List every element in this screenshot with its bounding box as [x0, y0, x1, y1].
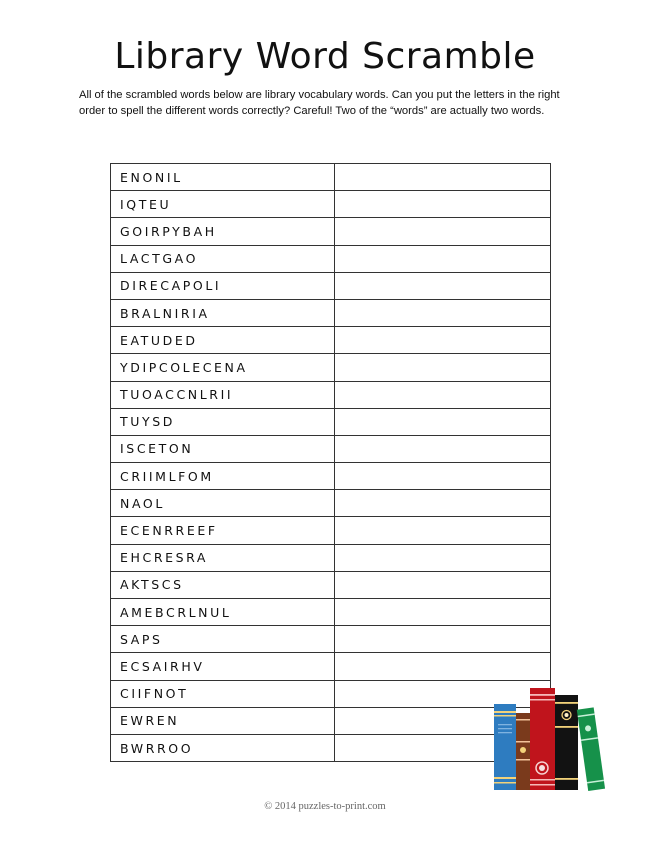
answer-cell[interactable]	[335, 191, 551, 218]
table-row	[111, 490, 551, 517]
table-row	[111, 653, 551, 680]
scrambled-word: GOIRPYBAH	[111, 218, 335, 245]
scrambled-word: LACTGAO	[111, 245, 335, 272]
table-row	[111, 571, 551, 598]
table-row	[111, 164, 551, 191]
table-row	[111, 218, 551, 245]
books-icon	[490, 686, 610, 791]
table-row	[111, 245, 551, 272]
answer-cell[interactable]	[335, 164, 551, 191]
scrambled-word: EHCRESRA	[111, 544, 335, 571]
scrambled-word: EATUDED	[111, 327, 335, 354]
answer-cell[interactable]	[335, 327, 551, 354]
answer-cell[interactable]	[335, 626, 551, 653]
scrambled-word: ISCETON	[111, 435, 335, 462]
scrambled-word: TUOACCNLRII	[111, 381, 335, 408]
scrambled-word: IQTEU	[111, 191, 335, 218]
scrambled-word: BRALNIRIA	[111, 299, 335, 326]
answer-cell[interactable]	[335, 463, 551, 490]
answer-cell[interactable]	[335, 354, 551, 381]
table-row	[111, 707, 551, 734]
table-row	[111, 299, 551, 326]
scrambled-word: DIRECAPOLI	[111, 272, 335, 299]
answer-cell[interactable]	[335, 517, 551, 544]
scrambled-word: ECSAIRHV	[111, 653, 335, 680]
answer-cell[interactable]	[335, 408, 551, 435]
scrambled-word: EWREN	[111, 707, 335, 734]
copyright-footer: © 2014 puzzles-to-print.com	[264, 801, 386, 812]
table-row	[111, 599, 551, 626]
table-row	[111, 408, 551, 435]
table-row	[111, 626, 551, 653]
scrambled-word: NAOL	[111, 490, 335, 517]
answer-cell[interactable]	[335, 653, 551, 680]
answer-cell[interactable]	[335, 571, 551, 598]
table-row	[111, 327, 551, 354]
scrambled-word: YDIPCOLECENA	[111, 354, 335, 381]
table-row	[111, 381, 551, 408]
answer-cell[interactable]	[335, 272, 551, 299]
scrambled-word: SAPS	[111, 626, 335, 653]
scrambled-word: CRIIMLFOM	[111, 463, 335, 490]
table-row	[111, 191, 551, 218]
table-row	[111, 463, 551, 490]
table-row	[111, 517, 551, 544]
scrambled-word: ECENRREEF	[111, 517, 335, 544]
table-row	[111, 734, 551, 761]
answer-cell[interactable]	[335, 544, 551, 571]
answer-cell[interactable]	[335, 381, 551, 408]
word-scramble-table	[110, 163, 551, 762]
instructions: All of the scrambled words below are library vocabulary words. Can you put the letters in the right order to spell the different words correctly? Careful! Two of the “words” are actually two words.	[79, 89, 560, 117]
table-row	[111, 354, 551, 381]
scrambled-word: CIIFNOT	[111, 680, 335, 707]
answer-cell[interactable]	[335, 435, 551, 462]
table-row	[111, 680, 551, 707]
answer-cell[interactable]	[335, 299, 551, 326]
table-row	[111, 435, 551, 462]
scrambled-word: AMEBCRLNUL	[111, 599, 335, 626]
scrambled-word: TUYSD	[111, 408, 335, 435]
answer-cell[interactable]	[335, 245, 551, 272]
scrambled-word: ENONIL	[111, 164, 335, 191]
scrambled-word: BWRROO	[111, 734, 335, 761]
table-row	[111, 544, 551, 571]
answer-cell[interactable]	[335, 218, 551, 245]
answer-cell[interactable]	[335, 599, 551, 626]
scrambled-word: AKTSCS	[111, 571, 335, 598]
answer-cell[interactable]	[335, 490, 551, 517]
table-row	[111, 272, 551, 299]
page-title: Library Word Scramble	[114, 36, 536, 77]
